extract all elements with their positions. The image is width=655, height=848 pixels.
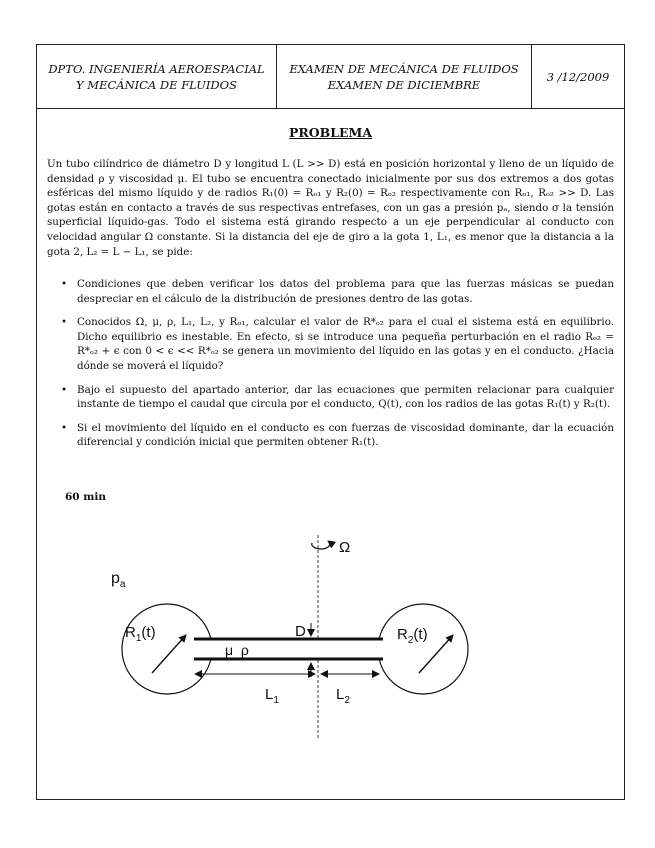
bullet-icon: •	[61, 383, 68, 396]
length-2-label: $L_2$	[336, 686, 350, 706]
question-text: Condiciones que deben verificar los datos del problema para que las fuerzas másicas se puedan despreciar en el cálculo de la distribución de presiones dentro de las gotas.	[77, 278, 614, 305]
gas-pressure-label: $p_a$	[111, 570, 126, 590]
omega-label: Ω	[339, 539, 351, 556]
department-cell	[37, 45, 277, 108]
date-cell	[532, 45, 624, 108]
problem-title: PROBLEMA	[288, 125, 373, 140]
fluid-properties-label: μ ρ	[225, 642, 249, 658]
exam-title-cell	[277, 45, 532, 108]
question-text: Conocidos Ω, μ, ρ, L₁, L₂, y Rₒ₁, calcular el valor de R*ₒ₂ para el cual el sistema está en equilibrio. Dicho equilibrio es inestable. En efecto, si se introduce una pequeña perturbación en el radio Rₒ₂ = R*ₒ₂ + ϵ con 0 < ϵ << R*ₒ₂ se genera un movimiento del líquido en las gotas y en el conducto. ¿Hacia dónde se moverá el líquido?	[77, 316, 614, 372]
drop-1	[122, 604, 212, 694]
time-allowed: 60 min	[65, 491, 107, 503]
radius-1-arrow	[152, 635, 186, 673]
problem-statement: Un tubo cilíndrico de diámetro D y longitud L (L >> D) está en posición horizontal y lleno de un líquido de densidad ρ y viscosidad μ. El tubo se encuentra conectado inicialmente por sus dos extremos a dos gotas esféricas del mismo líquido y de radios R₁(0) = Rₒ₁ y R₂(0) = Rₒ₂ respectivamente con Rₒ₁, Rₒ₂ >> D. Las gotas están en contacto a través de sus respectivas entrefases, con un gas a presión pₐ, siendo σ la tensión superficial líquido-gas. Todo el sistema está girando respecto a un eje perpendicular al conducto con velocidad angular Ω constante. Si la distancia del eje de giro a la gota 1, L₁, es menor que la distancia a la gota 2, L₂ = L − L₁, se pide:	[47, 158, 614, 258]
department-line-2: Y MECÁNICA DE FLUIDOS	[76, 77, 237, 92]
question-list	[47, 277, 614, 459]
bullet-icon: •	[61, 278, 68, 290]
length-1-label: $L_1$	[265, 686, 279, 706]
department-line-1: DPTO. INGENIERÍA AEROESPACIAL	[48, 61, 265, 76]
exam-title-line-2: EXAMEN DE DICIEMBRE	[327, 77, 481, 92]
rotation-arrow-icon	[312, 541, 330, 549]
drop-2	[378, 604, 468, 694]
bullet-icon: •	[61, 421, 68, 434]
question-item	[47, 383, 614, 412]
exam-header	[37, 45, 624, 109]
question-item	[47, 277, 614, 306]
bullet-icon: •	[61, 316, 68, 329]
question-text: Bajo el supuesto del apartado anterior, dar las ecuaciones que permiten relacionar para cualquier instante de tiempo el caudal que circula por el conducto, Q(t), con los radios de las gotas R₁(t) y R₂(t).	[77, 383, 614, 411]
tube-diagram	[37, 525, 624, 745]
exam-title-line-1: EXAMEN DE MECÁNICA DE FLUIDOS	[289, 61, 519, 76]
question-item	[47, 315, 614, 373]
exam-date: 3 /12/2009	[546, 69, 610, 84]
question-text: Si el movimiento del líquido en el conducto es con fuerzas de viscosidad dominante, dar la ecuación diferencial y condición inicial que permiten obtener R₁(t).	[77, 421, 614, 449]
exam-frame	[36, 44, 625, 800]
question-item	[47, 421, 614, 450]
radius-1-label: $R_1(t)$	[125, 624, 156, 644]
diameter-label: D	[295, 623, 306, 640]
radius-2-label: $R_2(t)$	[397, 626, 428, 646]
